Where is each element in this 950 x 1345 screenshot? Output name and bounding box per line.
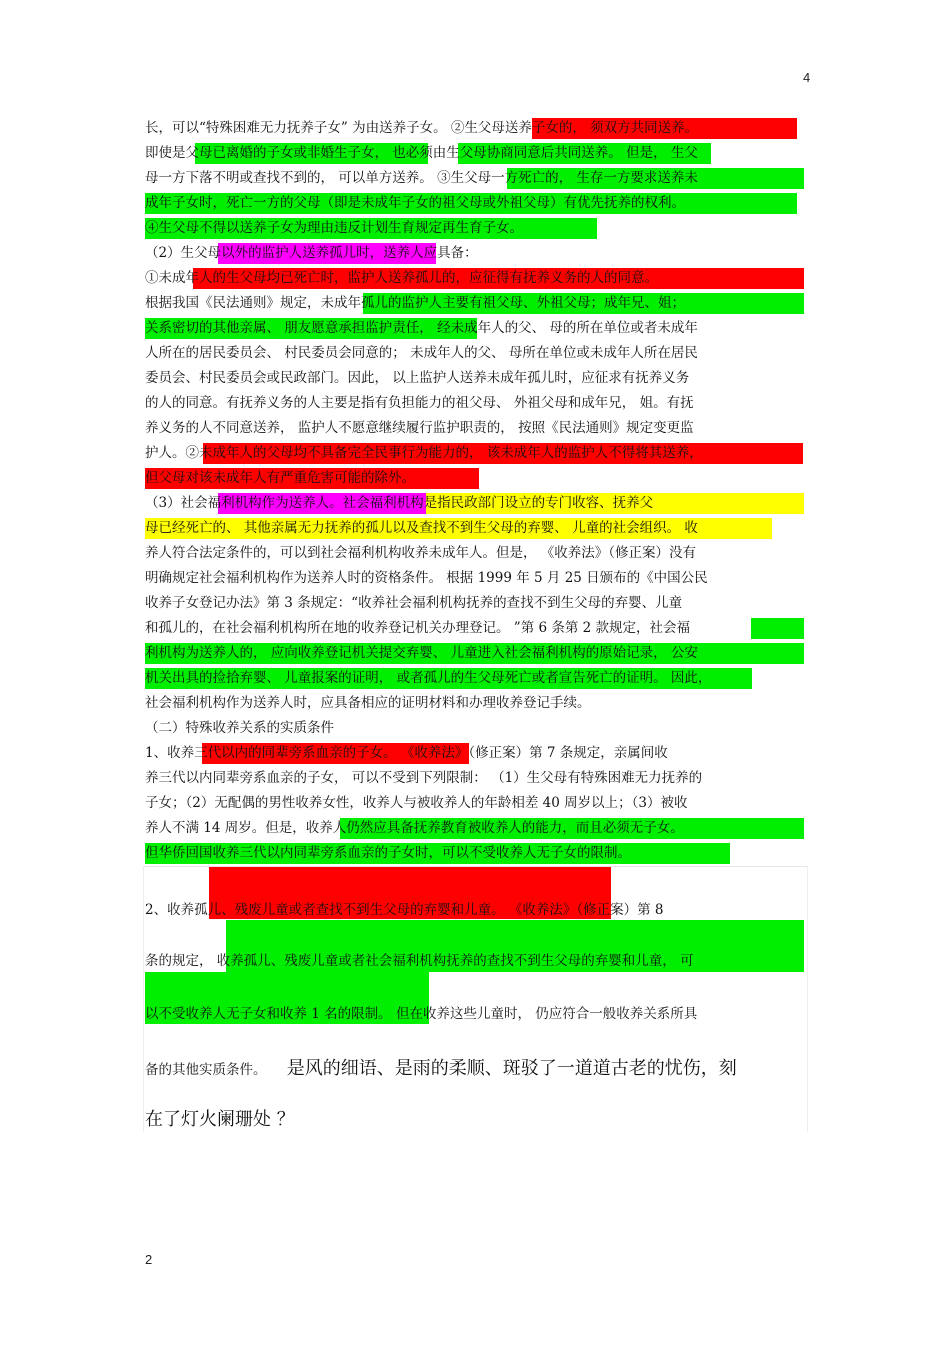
text-line: 养人符合法定条件的，可以到社会福利机构收养未成年人。但是， 《收养法》（修正案）没有 [145, 545, 697, 561]
text-line: 机关出具的捡拾弃婴、 儿童报案的证明， 或者孤儿的生父母死亡或者宣告死亡的证明。 因此， [145, 670, 712, 686]
text-line: 收养子女登记办法》第 3 条规定：“收养社会福利机构抚养的查找不到生父母的弃婴、儿童 [145, 595, 683, 611]
text-line: 1、收养三代以内的同辈旁系血亲的子女。 《收养法》（修正案）第 7 条规定，亲属间收 [145, 745, 668, 761]
section-heading: （二）特殊收养关系的实质条件 [145, 720, 334, 736]
text-line: 即使是父母已离婚的子女或非婚生子女， 也必须由生父母协商同意后共同送养。 但是， 生父 [145, 145, 698, 161]
text-line: 的人的同意。有抚养义务的人主要是指有负担能力的祖父母、 外祖父母和成年兄， 姐。有抚 [145, 395, 694, 411]
page-number-bottom: 2 [145, 1252, 153, 1267]
text-line: 社会福利机构作为送养人时，应具备相应的证明材料和办理收养登记手续。 [145, 695, 591, 711]
text-line [145, 1056, 737, 1082]
text-line: ④生父母不得以送养子女为理由违反计划生育规定再生育子女。 [145, 220, 523, 236]
text-line: 养人不满 14 周岁。但是，收养人仍然应具备抚养教育被收养人的能力，而且必须无子女。 [145, 820, 684, 836]
text-line: 但父母对该未成年人有严重危害可能的除外。 [145, 470, 415, 486]
text-line: 成年子女时，死亡一方的父母（即是未成年子女的祖父母或外祖父母）有优先抚养的权利。 [145, 195, 685, 211]
text-line: 以不受收养人无子女和收养 1 名的限制。 但在收养这些儿童时， 仍应符合一般收养关系所具 [145, 1006, 698, 1022]
text-line: （3）社会福利机构作为送养人。社会福利机构是指民政部门设立的专门收容、抚养父 [145, 495, 654, 511]
text-line: 关系密切的其他亲属、 朋友愿意承担监护责任， 经未成年人的父、 母的所在单位或者未成年 [145, 320, 698, 336]
text-line: 委员会、村民委员会或民政部门。因此， 以上监护人送养未成年孤儿时，应征求有抚养义务 [145, 370, 690, 386]
text-line: 母一方下落不明或查找不到的， 可以单方送养。 ③生父母一方死亡的， 生存一方要求送养未 [145, 170, 698, 186]
text-line: 母已经死亡的、 其他亲属无力抚养的孤儿以及查找不到生父母的弃婴、 儿童的社会组织。 收 [145, 520, 698, 536]
text-fragment: 备的其他实质条件。 [145, 1062, 267, 1078]
text-line: 长，可以“特殊困难无力抚养子女” 为由送养子女。 ②生父母送养子女的， 须双方共同送养。 [145, 120, 699, 136]
page-number-top: 4 [803, 70, 811, 85]
text-line: （2）生父母以外的监护人送养孤儿时，送养人应具备： [145, 245, 478, 261]
text-line: 明确规定社会福利机构作为送养人时的资格条件。 根据 1999 年 5 月 25 日颁布的《中国公民 [145, 570, 708, 586]
text-line: 养三代以内同辈旁系血亲的子女， 可以不受到下列限制： （1）生父母有特殊困难无力抚养的 [145, 770, 703, 786]
text-line: 但华侨回国收养三代以内同辈旁系血亲的子女时，可以不受收养人无子女的限制。 [145, 845, 631, 861]
text-line: 条的规定， 收养孤儿、残废儿童或者社会福利机构抚养的查找不到生父母的弃婴和儿童， 可 [145, 953, 694, 969]
poem-text: 在了灯火阑珊处 ？ [145, 1109, 295, 1130]
text-line: 养义务的人不同意送养， 监护人不愿意继续履行监护职责的， 按照《民法通则》规定变更监 [145, 420, 694, 436]
text-line: 子女；（2）无配偶的男性收养女性，收养人与被收养人的年龄相差 40 周岁以上；（3）被收 [145, 795, 688, 811]
text-line: 2、收养孤儿、残废儿童或者查找不到生父母的弃婴和儿童。 《收养法》（修正案）第 8 [145, 902, 664, 918]
highlight-green [751, 618, 804, 639]
text-line: 根据我国《民法通则》规定，未成年孤儿的监护人主要有祖父母、外祖父母；成年兄、姐； [145, 295, 685, 311]
text-line: 人所在的居民委员会、 村民委员会同意的； 未成年人的父、 母所在单位或未成年人所在居民 [145, 345, 698, 361]
text-line: 和孤儿的，在社会福利机构所在地的收养登记机关办理登记。 ”第 6 条第 2 款规定，社会福 [145, 620, 691, 636]
text-line: 护人。②未成年人的父母均不具备完全民事行为能力的， 该未成年人的监护人不得将其送养， [145, 445, 703, 461]
text-line: 利机构为送养人的， 应向收养登记机关提交弃婴、 儿童进入社会福利机构的原始记录， 公安 [145, 645, 698, 661]
text-line: ①未成年人的生父母均已死亡时，监护人送养孤儿的，应征得有抚养义务的人的同意。 [145, 270, 658, 286]
poem-text: 是风的细语、是雨的柔顺、斑驳了一道道古老的忧伤，刻 [286, 1058, 737, 1079]
